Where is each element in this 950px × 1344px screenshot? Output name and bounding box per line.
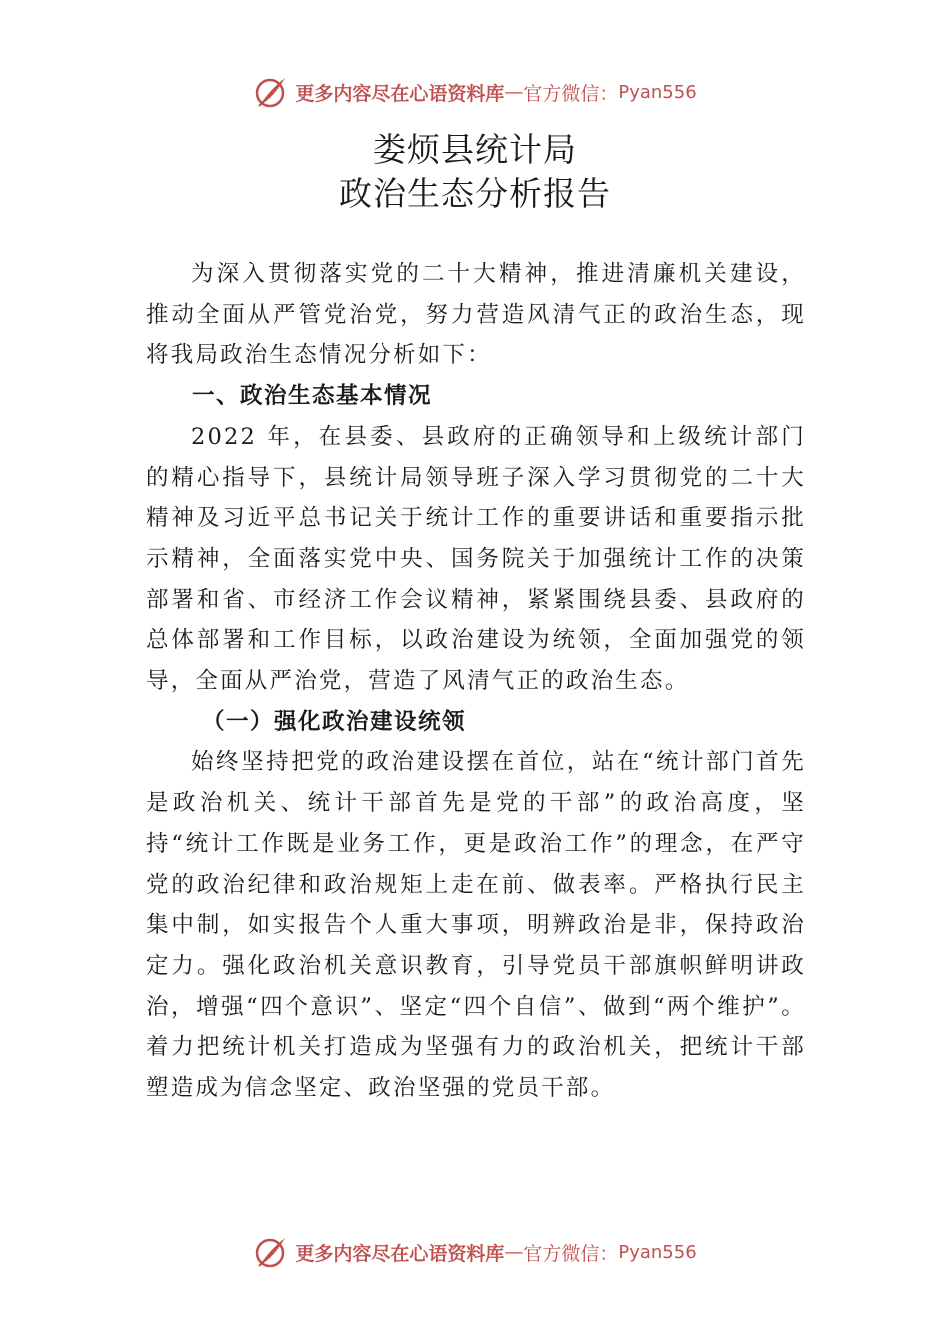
watermark-wechat-id: Pyan556 xyxy=(618,81,697,103)
intro-paragraph: 为深入贯彻落实党的二十大精神，推进清廉机关建设，推动全面从严管党治党，努力营造风清气正的政治生态，现将我局政治生态情况分析如下： xyxy=(146,261,806,369)
document-title-line2: 政治生态分析报告 xyxy=(339,174,611,213)
watermark-wechat-id: Pyan556 xyxy=(618,1241,697,1263)
subsection1-paragraph: 始终坚持把党的政治建设摆在首位，站在“统计部门首先是政治机关、统计干部首先是党的干部”的政治高度，坚持“统计工作既是业务工作，更是政治工作”的理念，在严守党的政治纪律和政治规矩上走在前、做表率。严格执行民主集中制，如实报告个人重大事项，明辨政治是非，保持政治定力。强化政治机关意识教育，引导党员干部旗帜鲜明讲政治，增强“四个意识”、坚定“四个自信”、做到“两个维护”。着力把统计机关打造成为坚强有力的政治机关，把统计干部塑造成为信念坚定、政治坚强的党员干部。 xyxy=(146,749,806,1102)
section1-paragraph: 2022 年，在县委、县政府的正确领导和上级统计部门的精心指导下，县统计局领导班子深入学习贯彻党的二十大精神及习近平总书记关于统计工作的重要讲话和重要指示批示精神，全面落实党中央、国务院关于加强统计工作的决策部署和省、市经济工作会议精神，紧紧围绕县委、县政府的总体部署和工作目标，以政治建设为统领，全面加强党的领导，全面从严治党，营造了风清气正的政治生态。 xyxy=(146,423,806,695)
section1-heading: 一、政治生态基本情况 xyxy=(192,383,433,410)
watermark-official: 官方微信： xyxy=(523,1242,619,1265)
header-watermark xyxy=(0,72,950,112)
document-title-line1: 娄烦县统计局 xyxy=(373,130,577,169)
quill-logo-icon xyxy=(253,74,289,110)
quill-logo-icon xyxy=(253,1234,289,1270)
watermark-dash: — xyxy=(504,1241,524,1263)
document-body xyxy=(146,254,806,1109)
watermark-official: 官方微信： xyxy=(523,82,619,105)
watermark-text: 更多内容尽在心语资料库 xyxy=(295,82,505,105)
watermark-dash: — xyxy=(504,81,524,103)
subsection1-heading: （一）强化政治建设统领 xyxy=(202,708,467,735)
footer-watermark xyxy=(0,1232,950,1272)
watermark-text: 更多内容尽在心语资料库 xyxy=(295,1242,505,1265)
